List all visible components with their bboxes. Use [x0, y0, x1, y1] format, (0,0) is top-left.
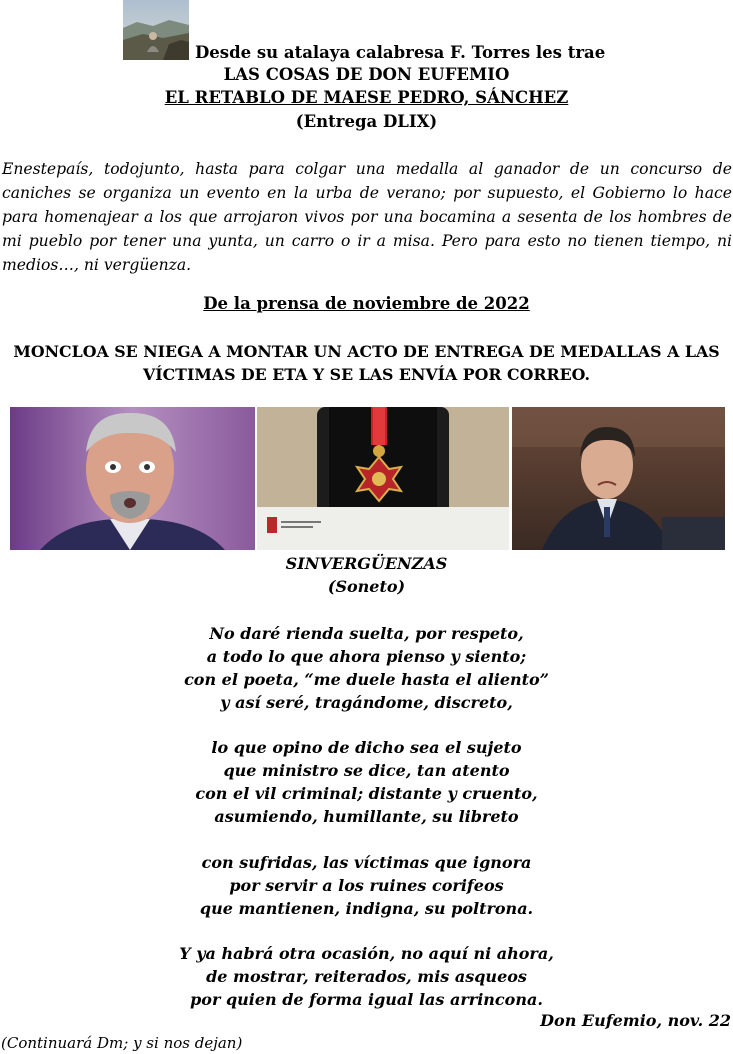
- footer-note: (Continuará Dm; y si nos dejan): [1, 1034, 243, 1052]
- poem-line: por servir a los ruines corifeos: [229, 876, 504, 895]
- header-landscape-photo: [123, 0, 189, 60]
- left-portrait-photo: [10, 407, 255, 550]
- series-title: LAS COSAS DE DON EUFEMIO: [223, 65, 510, 84]
- press-heading: De la prensa de noviembre de 2022: [203, 294, 530, 313]
- header-intro-line: Desde su atalaya calabresa F. Torres les trae: [195, 43, 606, 62]
- poem-line: No daré rienda suelta, por respeto,: [209, 624, 524, 643]
- poem-line: a todo lo que ahora pienso y siento;: [206, 647, 527, 666]
- poem-line: con sufridas, las víctimas que ignora: [201, 853, 532, 872]
- poem-subtitle: (Soneto): [327, 577, 406, 596]
- right-podium-photo: [512, 407, 725, 550]
- poem-line: que mantienen, indigna, su poltrona.: [199, 899, 534, 918]
- poem-line: asumiendo, humillante, su libreto: [214, 807, 519, 826]
- signature: Don Eufemio, nov. 22: [540, 1011, 731, 1030]
- headline-line-1: MONCLOA SE NIEGA A MONTAR UN ACTO DE ENTREGA DE MEDALLAS A LAS: [13, 342, 720, 361]
- poem-line: lo que opino de dicho sea el sujeto: [211, 738, 522, 757]
- poem-line: con el vil criminal; distante y cruento,: [195, 784, 538, 803]
- poem-line: y así seré, tragándome, discreto,: [220, 693, 513, 712]
- poem-line: con el poeta, “me duele hasta el aliento”: [184, 670, 549, 689]
- poem-line: por quien de forma igual las arrincona.: [190, 990, 543, 1009]
- poem-title: SINVERGÜENZAS: [285, 554, 448, 573]
- intro-paragraph: Enestepaís, todojunto, hasta para colgar una medalla al ganador de un concurso de caniches se organiza un evento en la urba de verano; por supuesto, el Gobierno lo hace para homenajear a los que arrojaron vivos por una bocamina a sesenta de los hombres de mi pueblo por tener una yunta, un carro o ir a misa. Pero para esto no tienen tiempo, ni medios…, ni vergüenza.: [2, 160, 732, 274]
- poem-line: Y ya habrá otra ocasión, no aquí ni ahora,: [179, 944, 554, 963]
- middle-medal-photo: [257, 407, 509, 550]
- installment-number: (Entrega DLIX): [295, 112, 438, 131]
- article-title: EL RETABLO DE MAESE PEDRO, SÁNCHEZ: [164, 88, 569, 107]
- poem-line: que ministro se dice, tan atento: [223, 761, 510, 780]
- headline-line-2: VÍCTIMAS DE ETA Y SE LAS ENVÍA POR CORREO.: [142, 365, 591, 384]
- poem-line: de mostrar, reiterados, mis asqueos: [206, 967, 527, 986]
